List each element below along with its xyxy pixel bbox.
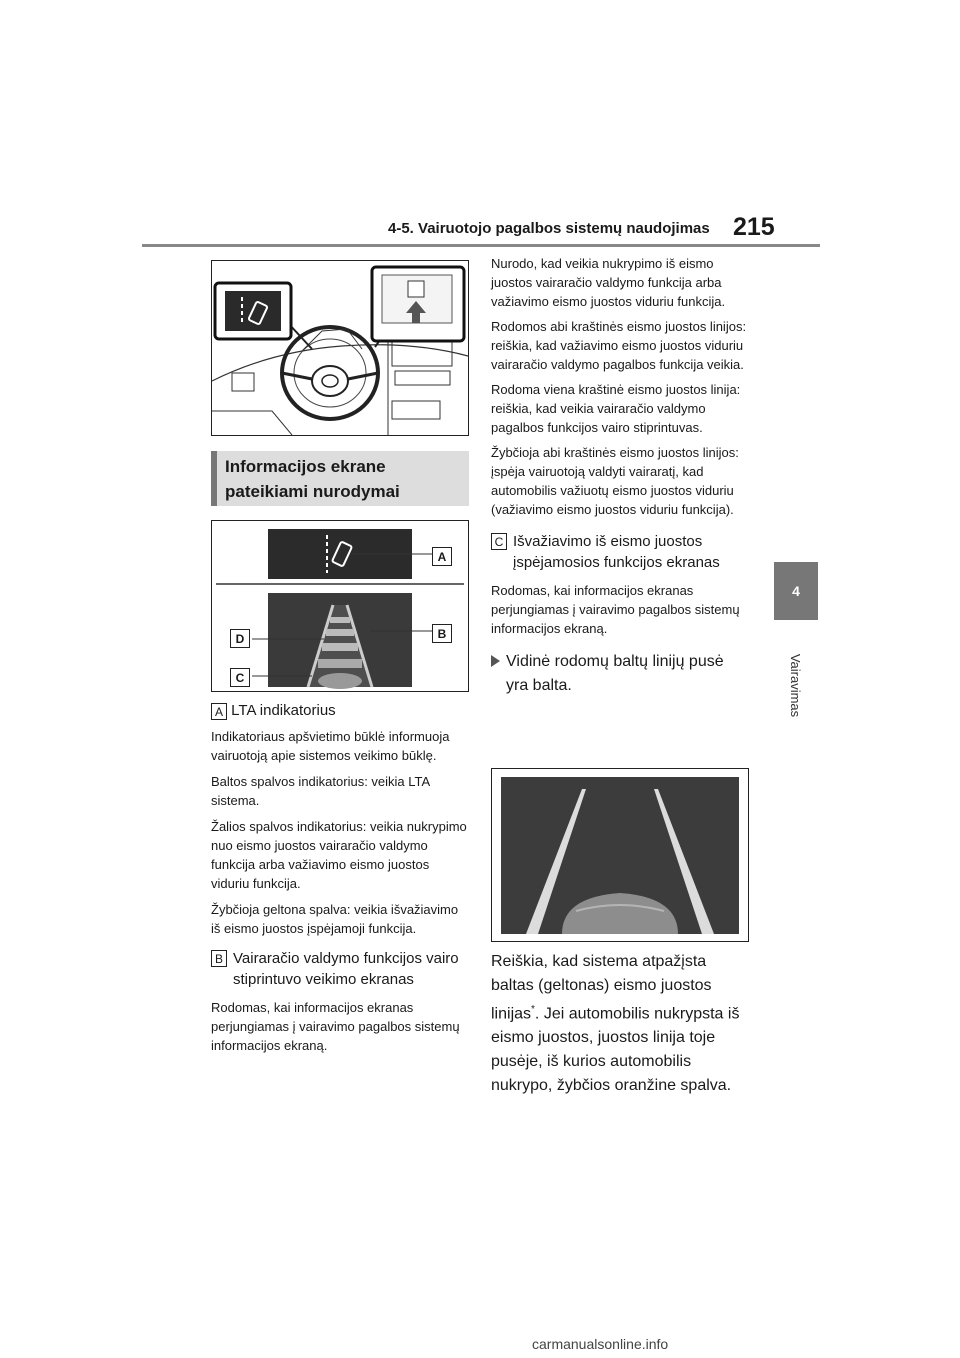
item-c-letter: C: [491, 533, 507, 550]
intro-paragraph: Rodoma viena kraštinė eismo juostos linija: reiškia, kad veikia vairaračio valdymo pagalbos funkcijos vairo stiprintuvas.: [491, 382, 741, 435]
watermark: carmanualsonline.info: [532, 1336, 669, 1352]
final-paragraph: Reiškia, kad sistema atpažįsta baltas (geltonas) eismo juostos linijas*. Jei automobilis nukrypsta iš eismo juostos, juostos linija toje pusėje, iš kurios automobilis nukrypo, žybčios oranžine spalva.: [491, 953, 740, 1095]
callout-d: D: [230, 629, 250, 648]
callout-a: A: [432, 547, 452, 566]
item-a-paragraph: Žalios spalvos indikatorius: veikia nukrypimo nuo eismo juostos vairaračio valdymo funkcija arba važiavimo eismo juostos viduriu funkcija.: [211, 819, 467, 891]
item-a-heading: A LTA indikatorius: [211, 700, 469, 721]
lane-lines-drawing: [492, 769, 748, 941]
chapter-number: 4: [792, 583, 800, 599]
item-a-letter: A: [211, 703, 227, 720]
display-illustration: [211, 520, 469, 692]
chapter-label: Vairavimas: [788, 653, 804, 717]
item-a-paragraph: Baltos spalvos indikatorius: veikia LTA sistema.: [211, 774, 430, 808]
left-column: [211, 700, 469, 1055]
callout-b: B: [432, 624, 452, 643]
intro-paragraph: Nurodo, kad veikia nukrypimo iš eismo juostos vairaračio valdymo funkcija arba važiavimo eismo juostos viduriu funkcija.: [491, 256, 726, 309]
intro-paragraph: Rodomos abi kraštinės eismo juostos linijos: reiškia, kad važiavimo eismo juostos viduriu vairaračio valdymo pagalbos funkcija veikia.: [491, 319, 747, 372]
lane-lines-illustration: [491, 768, 749, 942]
item-c-paragraph: Rodomas, kai informacijos ekranas perjungiamas į vairavimo pagalbos sistemų informacijos ekraną.: [491, 583, 740, 636]
right-column: [491, 254, 749, 698]
item-a-paragraph: Žybčioja geltona spalva: veikia išvažiavimo iš eismo juostos įspėjamoji funkcija.: [211, 902, 459, 936]
item-b-paragraph: Rodomas, kai informacijos ekranas perjungiamas į vairavimo pagalbos sistemų informacijos ekraną.: [211, 1000, 460, 1053]
page-number: 215: [733, 213, 775, 241]
item-b-heading: B Vairaračio valdymo funkcijos vairo stiprintuvo veikimo ekranas: [211, 948, 469, 990]
intro-paragraph: Žybčioja abi kraštinės eismo juostos linijos: įspėja vairuotoją valdyti vairaratį, kad automobilis važiuotų eismo juostos viduriu (važiavimo eismo juostos viduriu funkcija).: [491, 445, 739, 517]
bullet-item: Vidinė rodomų baltų linijų pusė yra balta.: [491, 650, 749, 698]
display-drawing: [212, 521, 468, 691]
section-heading: Informacijos ekrane pateikiami nurodymai: [211, 451, 469, 506]
dashboard-drawing: [212, 261, 468, 435]
running-header-title: 4-5. Vairuotojo pagalbos sistemų naudojimas: [388, 220, 710, 237]
item-a-paragraph: Indikatoriaus apšvietimo būklė informuoja vairuotoją apie sistemos veikimo būklę.: [211, 729, 450, 763]
item-b-letter: B: [211, 950, 227, 967]
header-rule: [142, 244, 820, 247]
bullet-arrow-icon: [491, 655, 500, 667]
item-c-heading: C Išvažiavimo iš eismo juostos įspėjamosios funkcijos ekranas: [491, 531, 749, 573]
dashboard-illustration: [211, 260, 469, 436]
callout-c: C: [230, 668, 250, 687]
chapter-tab: [774, 562, 818, 620]
